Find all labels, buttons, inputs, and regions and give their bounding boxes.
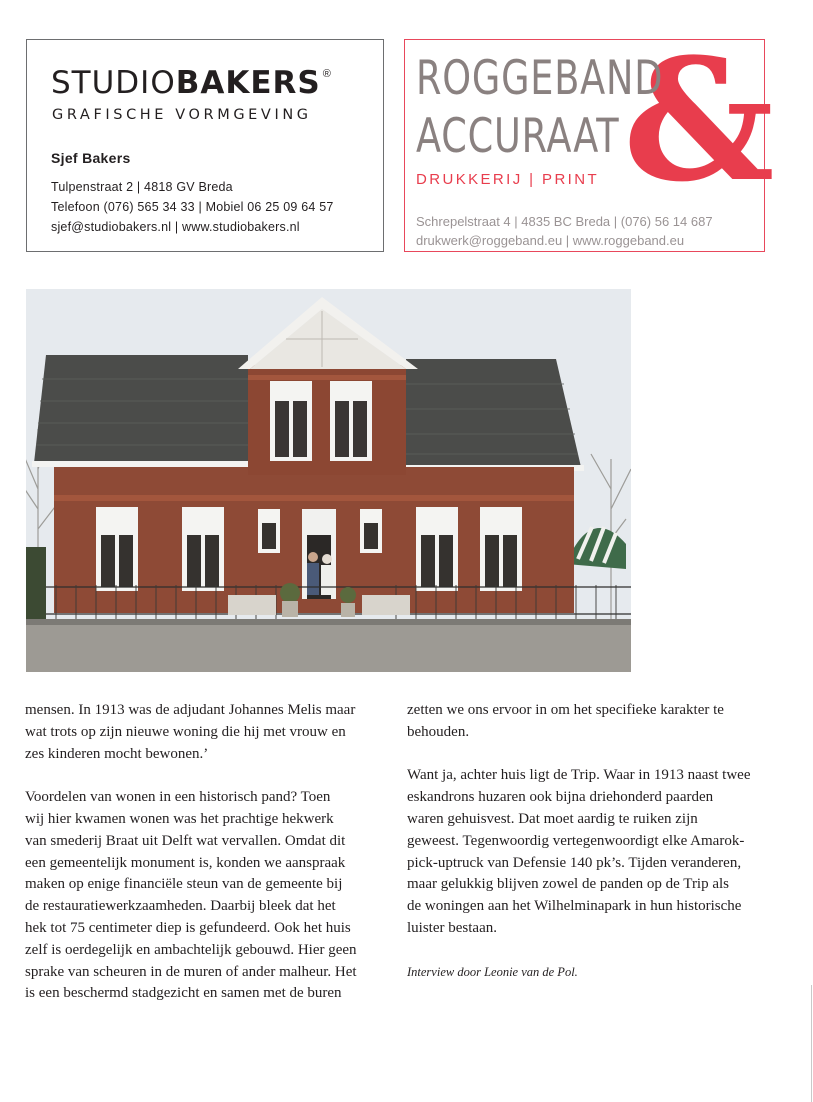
page-edge-line: [811, 985, 812, 1102]
text-line: hek tot 75 centimeter diep is gefundeerd. Ook het huis: [25, 919, 351, 936]
text-line: zelf is oerdegelijk en ambachtelijk gebouwd. Hier geen: [25, 941, 357, 958]
text-line: de restauratiewerkzaamheden. Daarbij bleek dat het: [25, 898, 336, 915]
roggeband-address: Schrepelstraat 4 | 4835 BC Breda | (076) 56 14 687: [416, 214, 713, 229]
ampersand-logo: &: [623, 21, 775, 219]
contact-name: Sjef Bakers: [51, 150, 131, 166]
studio-bakers-ad: [26, 39, 384, 252]
text-line: eskandrons huzaren ook bijna driehonderd paarden: [407, 789, 714, 806]
logo-bakers-text: BAKERS: [175, 65, 321, 101]
roggeband-accuraat-ad: [404, 21, 775, 252]
paragraph-gap: [25, 765, 387, 787]
text-line: van smederij Braat uit Delft wat vervallen. Omdat dit: [25, 832, 346, 849]
paragraph-gap: [407, 940, 769, 962]
text-line: wat trots op zijn nieuwe woning die hij met vrouw en: [25, 723, 346, 740]
text-line: mensen. In 1913 was de adjudant Johannes Melis maar: [25, 702, 356, 718]
text-line: een gemeentelijk monument is, konden we aanspraak: [25, 854, 346, 871]
studio-bakers-subtitle: GRAFISCHE VORMGEVING: [52, 107, 312, 123]
paragraph-gap: [407, 744, 769, 766]
text-line: maar gelukkig blijven zowel de panden op de Trip als: [407, 876, 730, 893]
text-line: is een beschermd stadgezicht en samen met de buren: [25, 985, 342, 1002]
interview-credit: Interview door Leonie van de Pol.: [407, 964, 578, 979]
studio-bakers-logo: [51, 65, 331, 101]
text-line: Voordelen van wonen in een historisch pand? Toen: [25, 789, 331, 806]
text-line: wij hier kwamen wonen was het prachtige hekwerk: [25, 810, 334, 827]
house-photo: [26, 289, 631, 672]
text-line: behouden.: [407, 723, 470, 740]
text-line: maken op enige financiële steun van de gemeente bij: [25, 876, 343, 893]
text-line: Want ja, achter huis ligt de Trip. Waar in 1913 naast twee: [407, 767, 751, 784]
registered-mark: ®: [322, 68, 331, 80]
contact-phone: Telefoon (076) 565 34 33 | Mobiel 06 25 09 64 57: [51, 200, 334, 214]
article-column-right: [407, 700, 769, 983]
contact-address: Tulpenstraat 2 | 4818 GV Breda: [51, 180, 233, 194]
article-column-left: [25, 700, 387, 1005]
text-line: zes kinderen mocht bewonen.’: [25, 745, 209, 762]
text-line: pick-uptruck van Defensie 140 pk’s. Tijden veranderen,: [407, 854, 742, 871]
roggeband-web[interactable]: drukwerk@roggeband.eu | www.roggeband.eu: [416, 233, 685, 248]
text-line: sprake van scheuren in de muren of ander malheur. Het: [25, 963, 357, 980]
logo-studio-text: STUDIO: [51, 65, 176, 101]
text-line: geweest. Tegenwoordig vertegenwoordigt elke Amarok-: [407, 832, 745, 849]
text-line: waren gehuisvest. Dat moet aardig te ruiken zijn: [407, 810, 698, 827]
text-line: zetten we ons ervoor in om het specifieke karakter te: [407, 702, 724, 718]
roggeband-tagline: DRUKKERIJ | PRINT: [416, 171, 600, 188]
text-line: luister bestaan.: [407, 919, 497, 936]
logo-accuraat-text: ACCURAAT: [416, 109, 620, 164]
logo-roggeband-text: ROGGEBAND: [416, 51, 664, 106]
text-line: de woningen aan het Wilhelminapark in hun historische: [407, 898, 742, 915]
contact-web[interactable]: sjef@studiobakers.nl | www.studiobakers.nl: [51, 220, 300, 234]
